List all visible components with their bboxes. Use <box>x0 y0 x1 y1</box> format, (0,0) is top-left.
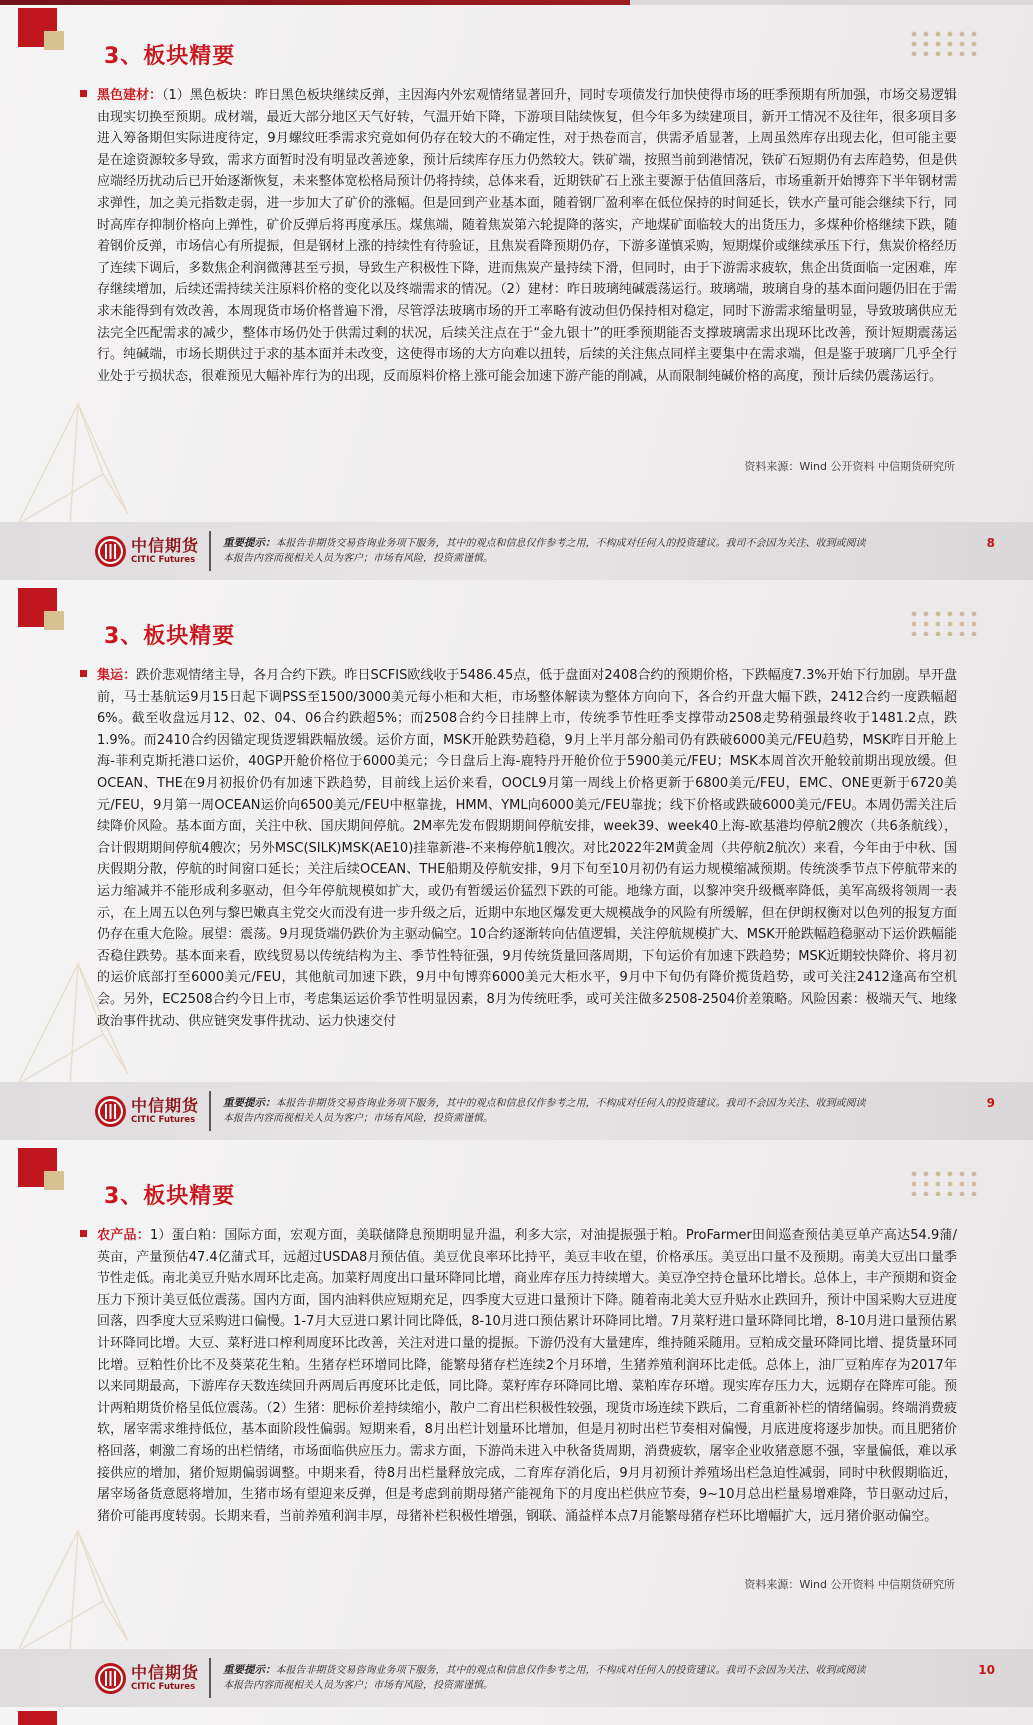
bullet-icon <box>80 1230 87 1237</box>
citic-logo-icon <box>95 1096 126 1127</box>
dot-grid-ornament <box>907 28 977 56</box>
report-page-9 <box>0 580 1033 1140</box>
top-red-strip <box>0 0 630 5</box>
footer-divider <box>209 1091 211 1131</box>
logo-name-cn: 中信期货 <box>131 1662 200 1682</box>
logo-name-en: CITIC Futures <box>131 1681 196 1692</box>
section-paragraph <box>80 665 957 1032</box>
footer-divider <box>209 531 211 571</box>
report-page-10 <box>0 1140 1033 1707</box>
logo-name-en: CITIC Futures <box>131 554 196 565</box>
paper-plane-watermark <box>8 1511 148 1661</box>
citic-logo-icon <box>95 1663 126 1694</box>
logo-name-cn: 中信期货 <box>131 1095 200 1115</box>
header-square-accent <box>44 1171 64 1190</box>
citic-logo-icon <box>95 536 126 567</box>
footer-divider <box>209 1658 211 1698</box>
disclaimer-text: 重要提示：本报告非期货交易咨询业务项下服务，其中的观点和信息仅作参考之用，不构成对任何人的投资建议。我司不会因为关注、收到或阅读 本报告内容而视相关人员为客户；市场有风险，投资需谨慎。 <box>223 537 866 564</box>
page-title: 3、板块精要 <box>104 1183 236 1209</box>
page-number: 8 <box>986 536 995 550</box>
sector-term: 集运： <box>97 668 137 683</box>
top-gray-strip <box>630 0 1033 5</box>
sector-body-text: 1）蛋白粕：国际方面，宏观方面，美联储降息预期明显升温，利多大宗，对油提振强于粕。ProFarmer田间巡查预估美豆单产高达54.9蒲/英亩，产量预估47.4亿蒲式耳，远超过USDA8月预估值。美豆优良率环比持平，美豆丰收在望，价格承压。美豆出口量不及预期。南美大豆出口量季节性走低。南北美豆升贴水周环比走高。加菜籽周度出口量环降同比增，商业库存压力持续增大。美豆净空持仓量环比增长。总体上，丰产预期和资金压力下预计美豆低位震荡。国内方面，国内油料供应短期充足，四季度大豆进口量预计下降。随着南北美大豆升贴水止跌回升，预计中国采购大豆进度回落，四季度大豆采购进口偏慢。1-7月大豆进口累计同比降低，8-10月进口预估累计环降同比增。7月菜籽进口量环降同比增，8-10月进口量预估累计环降同比增。大豆、菜籽进口榨利周度环比改善，关注对进口量的提振。下游仍没有大量建库，维持随采随用。豆粕成交量环降同比增、提货量环同比增。豆粕性价比不及葵菜花生粕。生猪存栏环增同比降，能繁母猪存栏连续2个月环增，生猪养殖利润环比走低。总体上，油厂豆粕库存为2017年以来同期最高，下游库存天数连续回升两周后再度环比走低，同比降。菜籽库存环降同比增、菜粕库存环增。现实库存压力大，远期存在降库可能。预计两粕期货价格呈低位震荡。（2）生猪：肥标价差持续缩小，散户二育出栏积极性较强，现货市场连续下跌后，二育重新补栏的情绪偏弱。终端消费疲软，屠宰需求维持低位，基本面阶段性偏弱。短期来看，8月出栏计划量环比增加，但是月初时出栏节奏相对偏慢，月底进度将逐步加快。而且肥猪价格回落，刺激二育场的出栏情绪，市场面临供应压力。需求方面，下游尚未进入中秋备货周期，消费疲软，屠宰企业收猪意愿不强，宰量偏低，难以承接供应的增加，猪价短期偏弱调整。中期来看，待8月出栏量释放完成，二育库存消化后，9月月初预计养殖场出栏急迫性减弱，同时中秋假期临近，屠宰场备货意愿将增加，生猪市场有望迎来反弹，但是考虑到前期母猪产能视角下的月度出栏供应节奏，9~10月总出栏量易增难降，节日驱动过后，猪价可能再度转弱。长期来看，当前养殖利润丰厚，母猪补栏积极性增强，钢联、涌益样本点7月能繁母猪存栏环比增幅扩大，远月猪价驱动偏空。 <box>97 1228 957 1524</box>
next-page-partial <box>0 1707 1033 1725</box>
header-square-ornament <box>18 1711 57 1725</box>
disclaimer-label: 重要提示： <box>223 1664 276 1676</box>
sector-body-text: （1）黑色板块：昨日黑色板块继续反弹，主因海内外宏观情绪显著回升，同时专项债发行加快使得市场的旺季预期有所加强，市场交易逻辑由现实切换至预期。成材端，最近大部分地区天气好转，气温开始下降，下游项目陆续恢复，但今年多为续建项目，新开工情况不及往年，很多项目多进入筹备期但实际进度待定，9月螺纹旺季需求究竟如何仍存在较大的不确定性，对于热卷而言，供需矛盾显著，上周虽然库存出现去化，但可能主要是在途资源较多导致，需求方面暂时没有明显改善迹象，预计后续库存压力仍然较大。铁矿端，按照当前到港情况，铁矿石短期仍有去库趋势，但是供应端经历扰动后已开始逐渐恢复，未来整体宽松格局预计仍将持续，总体来看，近期铁矿石上涨主要源于估值回落后，市场重新开始博弈下半年钢材需求弹性，加之美元指数走弱，进一步加大了矿价的涨幅。但是回到产业基本面，随着钢厂盈利率在低位保持的时间延长，铁水产量可能会继续下行，同时高库存抑制价格向上弹性，矿价反弹后将再度承压。煤焦端，随着焦炭第六轮提降的落实，产地煤矿面临较大的出货压力，多煤种价格继续下跌，随着钢价反弹，市场信心有所提振，但是钢材上涨的持续性有待验证，且焦炭看降预期仍存，下游多谨慎采购，短期煤价或继续承压下行，焦炭价格经历了连续下调后，多数焦企利润微薄甚至亏损，导致生产积极性下降，进而焦炭产量持续下滑，但同时，由于下游需求疲软，焦企出货面临一定困难，库存继续增加，后续还需持续关注原料价格的变化以及终端需求的情况。（2）建材：昨日玻璃纯碱震荡运行。玻璃端，玻璃自身的基本面问题仍旧在于需求未能得到有效改善，本周现货市场价格普遍下滑，尽管浮法玻璃市场的开工率略有波动但仍保持相对稳定，同时下游需求缩量明显，导致玻璃供应无法完全匹配需求的减少，整体市场仍处于供需过剩的状况，后续关注点在于“金九银十”的旺季预期能否支撑玻璃需求出现环比改善，预计短期震荡运行。纯碱端，市场长期供过于求的基本面并未改变，这使得市场的大方向难以扭转，后续的关注焦点同样主要集中在需求端，但是鉴于玻璃厂几乎全行业处于亏损状态，很难预见大幅补库行为的出现，反而原料价格上涨可能会加速下游产能的削减，从而限制纯碱价格的高度，预计后续仍震荡运行。 <box>97 88 957 384</box>
bullet-icon <box>80 90 87 97</box>
disclaimer-label: 重要提示： <box>223 1097 276 1109</box>
page-title: 3、板块精要 <box>104 43 236 69</box>
page-footer <box>0 522 1033 580</box>
disclaimer-text: 重要提示：本报告非期货交易咨询业务项下服务，其中的观点和信息仅作参考之用，不构成对任何人的投资建议。我司不会因为关注、收到或阅读 本报告内容而视相关人员为客户；市场有风险，投资需谨慎。 <box>223 1664 866 1691</box>
citic-logo <box>95 536 199 567</box>
page-number: 9 <box>986 1096 995 1110</box>
sector-body-text: 跌价悲观情绪主导，各月合约下跌。昨日SCFIS欧线收于5486.45点，低于盘面对2408合约的预期价格，下跌幅度7.3%开始下行加剧。早开盘前，马士基航运9月15日起下调PSS至1500/3000美元每小柜和大柜，市场整体解读为整体方向向下，各合约开盘大幅下跌，2412合约一度跌幅超6%。截至收盘远月12、02、04、06合约跌超5%；而2508合约今日挂牌上市，传统季节性旺季支撑带动2508走势稍强最终收于1481.2点，跌1.9%。而2410合约因锚定现货逻辑跌幅放缓。运价方面，MSK开舱跌势趋稳，9月上半月部分船司仍有跌破6000美元/FEU趋势，MSK昨日开舱上海-菲利克斯托港口运价，40GP开舱价格位于6000美元；今日盘后上海-鹿特丹开舱价位于5900美元/FEU；MSK本周首次开舱较前期出现放缓。但OCEAN、THE在9月初报价仍有加速下跌趋势，目前线上运价来看，OOCL9月第一周线上价格更新于6800美元/FEU，EMC、ONE更新于6720美元/FEU，9月第一周OCEAN运价向6500美元/FEU中枢靠拢，HMM、YML向6000美元/FEU靠拢；线下价格或跌破6000美元/FEU。本周仍需关注后续降价风险。基本面方面，关注中秋、国庆期间停航。2M率先发布假期期间停航安排，week39、week40上海-欧基港均停航2艘次（共6条航线），合计假期期间停航4艘次；另外MSC(SILK)MSK(AE10)挂靠新港-不来梅停航1艘次。对比2022年2M黄金周（共停航2航次）来看，今年由于中秋、国庆假期分散，停航的时间窗口延长；关注后续OCEAN、THE船期及停航安排，9月下旬至10月初仍有运力规模缩减预期。传统淡季节点下停航带来的运力缩减并不能形成利多驱动，但今年停航规模如扩大，或仍有暂缓运价猛烈下跌的可能。地缘方面，以黎冲突升级概率降低，美军高级将领周一表示，在上周五以色列与黎巴嫩真主党交火而没有进一步升级之后，近期中东地区爆发更大规模战争的风险有所缓解，但在伊朗权衡对以色列的报复方面仍存在重大危险。展望：震荡。9月现货端仍跌价为主驱动偏空。10合约逐渐转向估值逻辑，关注停航规模扩大、MSK开舱跌幅趋稳驱动下运价跌幅能否稳住跌势。基本面来看，欧线贸易以传统结构为主、季节性特征强，9月传统货量回落周期，下旬运价有加速下跌趋势；MSK近期较快降价、将月初的运价底部打至6000美元/FEU，其他航司加速下跌，9月中旬博弈6000美元大柜水平，9月中下旬仍有降价揽货趋势，或可关注2412逢高布空机会。另外，EC2508合约今日上市，考虑集运运价季节性明显因素，8月为传统旺季，或可关注做多2508-2504价差策略。风险因素：极端天气、地缘政治事件扰动、供应链突发事件扰动、运力快速交付 <box>97 668 957 1029</box>
sector-term: 农产品： <box>97 1228 150 1243</box>
section-paragraph <box>80 1225 957 1527</box>
citic-logo <box>95 1096 199 1127</box>
dot-grid-ornament <box>907 1168 977 1196</box>
disclaimer-label: 重要提示： <box>223 537 276 549</box>
sector-term: 黑色建材： <box>97 88 163 103</box>
report-page-8 <box>0 0 1033 580</box>
citic-logo <box>95 1663 199 1694</box>
source-attribution: 资料来源：Wind 公开资料 中信期货研究所 <box>744 460 955 473</box>
header-square-accent <box>44 611 64 630</box>
logo-name-en: CITIC Futures <box>131 1114 196 1125</box>
section-paragraph <box>80 85 957 387</box>
page-footer <box>0 1082 1033 1140</box>
page-number: 10 <box>978 1663 995 1677</box>
header-square-accent <box>44 31 64 50</box>
logo-name-cn: 中信期货 <box>131 535 200 555</box>
page-footer <box>0 1649 1033 1707</box>
page-title: 3、板块精要 <box>104 623 236 649</box>
paper-plane-watermark <box>8 384 148 534</box>
dot-grid-ornament <box>907 608 977 636</box>
source-attribution: 资料来源：Wind 公开资料 中信期货研究所 <box>744 1578 955 1591</box>
disclaimer-text: 重要提示：本报告非期货交易咨询业务项下服务，其中的观点和信息仅作参考之用，不构成对任何人的投资建议。我司不会因为关注、收到或阅读 本报告内容而视相关人员为客户；市场有风险，投资需谨慎。 <box>223 1097 866 1124</box>
bullet-icon <box>80 670 87 677</box>
